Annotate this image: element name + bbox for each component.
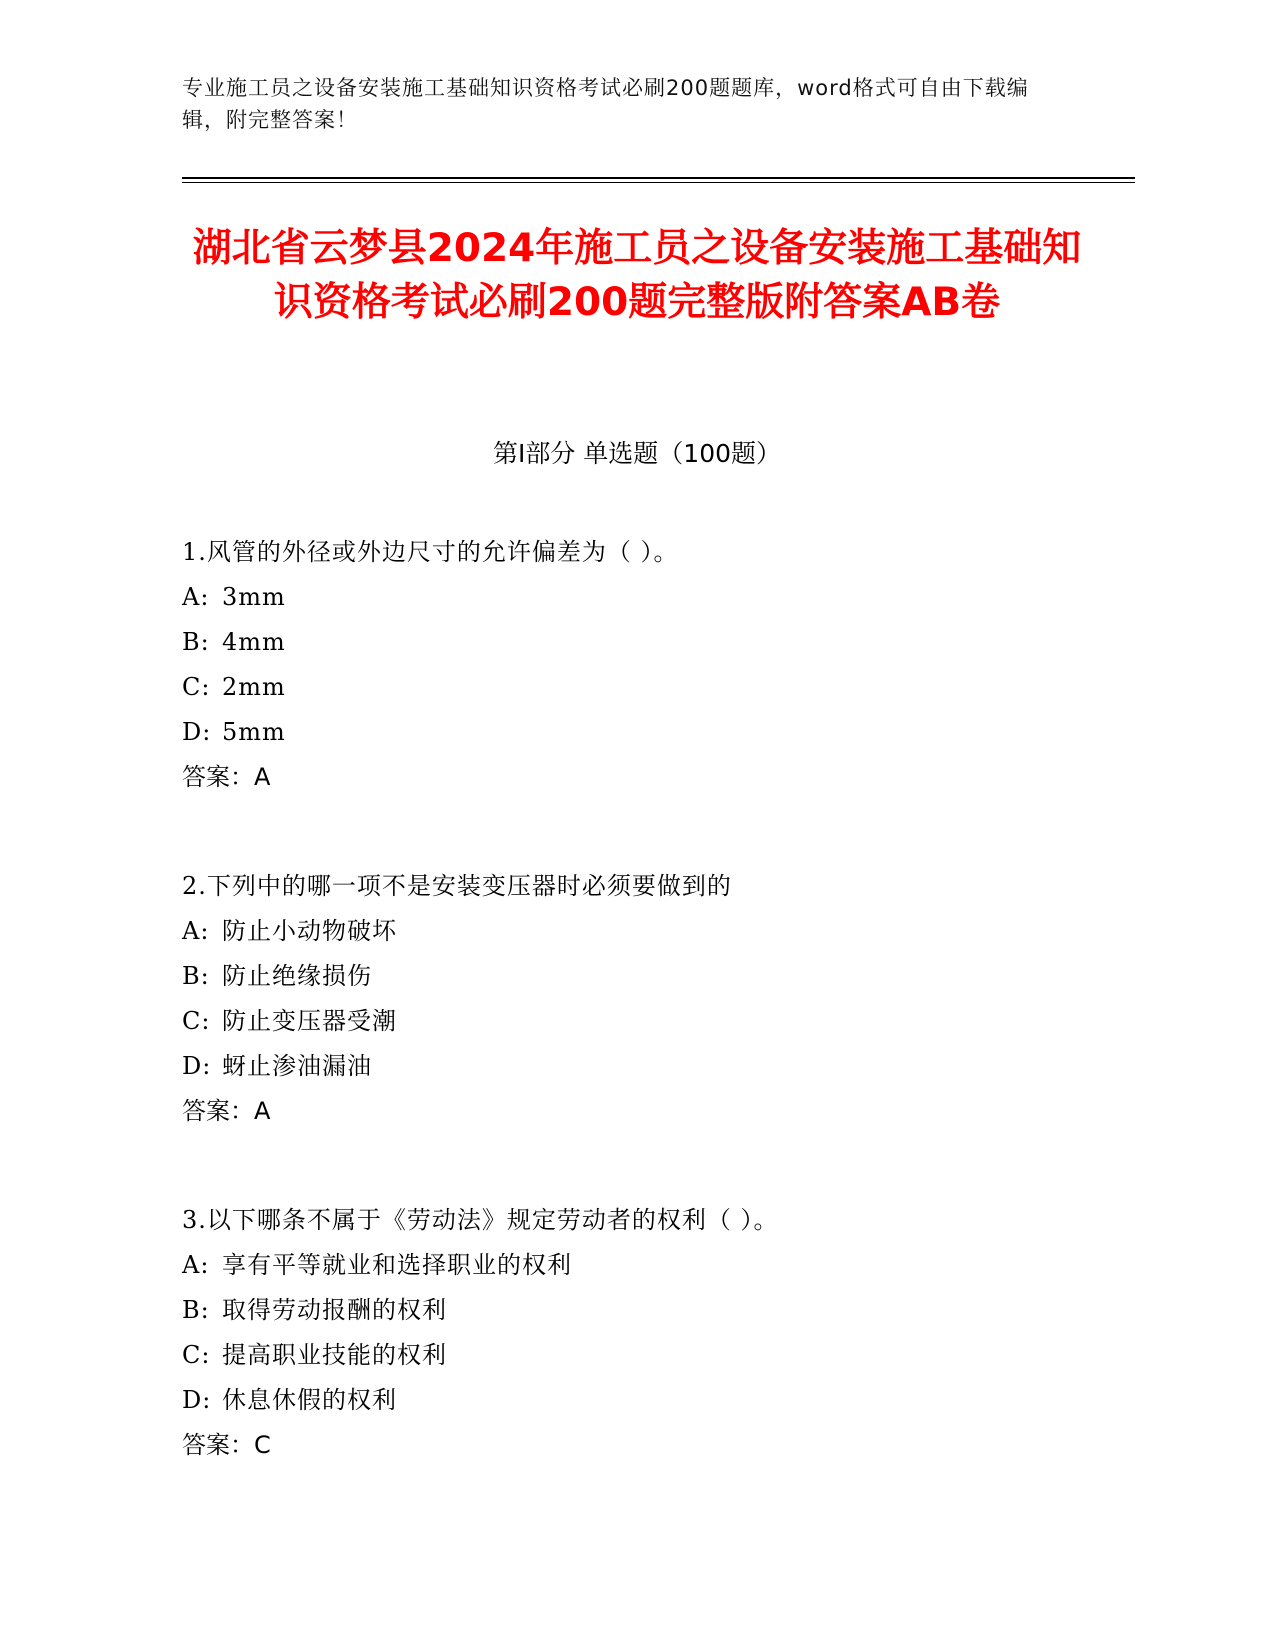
option-text: 休息休假的权利 xyxy=(222,1386,397,1414)
option-text: 5mm xyxy=(222,718,286,746)
document-title: 湖北省云梦县2024年施工员之设备安装施工基础知识资格考试必刷200题完整版附答案AB卷 xyxy=(192,226,1082,325)
answer-line: 答案：A xyxy=(182,763,271,791)
option-text: 享有平等就业和选择职业的权利 xyxy=(222,1251,572,1279)
option-text: 2mm xyxy=(222,673,286,701)
option-letter: D: xyxy=(182,1386,212,1414)
option-text: 取得劳动报酬的权利 xyxy=(222,1296,447,1324)
option-text: 蚜止渗油漏油 xyxy=(222,1052,372,1080)
option-text: 防止小动物破坏 xyxy=(222,917,397,945)
question-3 xyxy=(182,1198,1132,1468)
option-letter: A: xyxy=(182,917,210,945)
question-stem: 2.下列中的哪一项不是安装变压器时必须要做到的 xyxy=(182,872,732,900)
option-text: 防止绝缘损伤 xyxy=(222,962,372,990)
option-letter: D: xyxy=(182,1052,212,1080)
option-b xyxy=(182,1288,1132,1333)
option-d xyxy=(182,710,1132,755)
option-text: 防止变压器受潮 xyxy=(222,1007,397,1035)
answer-line: 答案：A xyxy=(182,1097,271,1125)
option-d xyxy=(182,1378,1132,1423)
question-list xyxy=(182,530,1132,1532)
option-c xyxy=(182,665,1132,710)
option-letter: A: xyxy=(182,583,210,611)
header-rule-thick xyxy=(182,177,1135,179)
option-c xyxy=(182,1333,1132,1378)
header-note: 专业施工员之设备安装施工基础知识资格考试必刷200题题库，word格式可自由下载编辑，附完整答案！ xyxy=(182,76,1029,132)
option-letter: C: xyxy=(182,673,211,701)
question-stem: 3.以下哪条不属于《劳动法》规定劳动者的权利（ ）。 xyxy=(182,1206,779,1234)
header-rule-thin xyxy=(182,182,1135,183)
option-a xyxy=(182,575,1132,620)
option-letter: B: xyxy=(182,628,210,656)
question-stem: 1.风管的外径或外边尺寸的允许偏差为（ ）。 xyxy=(182,538,679,566)
option-b xyxy=(182,954,1132,999)
option-letter: B: xyxy=(182,962,210,990)
option-letter: C: xyxy=(182,1007,211,1035)
option-text: 3mm xyxy=(222,583,286,611)
option-c xyxy=(182,999,1132,1044)
option-letter: B: xyxy=(182,1296,210,1324)
section-title: 第I部分 单选题（100题） xyxy=(492,439,782,468)
option-letter: D: xyxy=(182,718,212,746)
question-2 xyxy=(182,864,1132,1134)
question-1 xyxy=(182,530,1132,800)
option-d xyxy=(182,1044,1132,1089)
option-a xyxy=(182,1243,1132,1288)
option-text: 4mm xyxy=(222,628,286,656)
answer-line: 答案：C xyxy=(182,1431,271,1459)
option-text: 提高职业技能的权利 xyxy=(222,1341,447,1369)
option-b xyxy=(182,620,1132,665)
option-letter: A: xyxy=(182,1251,210,1279)
option-a xyxy=(182,909,1132,954)
option-letter: C: xyxy=(182,1341,211,1369)
